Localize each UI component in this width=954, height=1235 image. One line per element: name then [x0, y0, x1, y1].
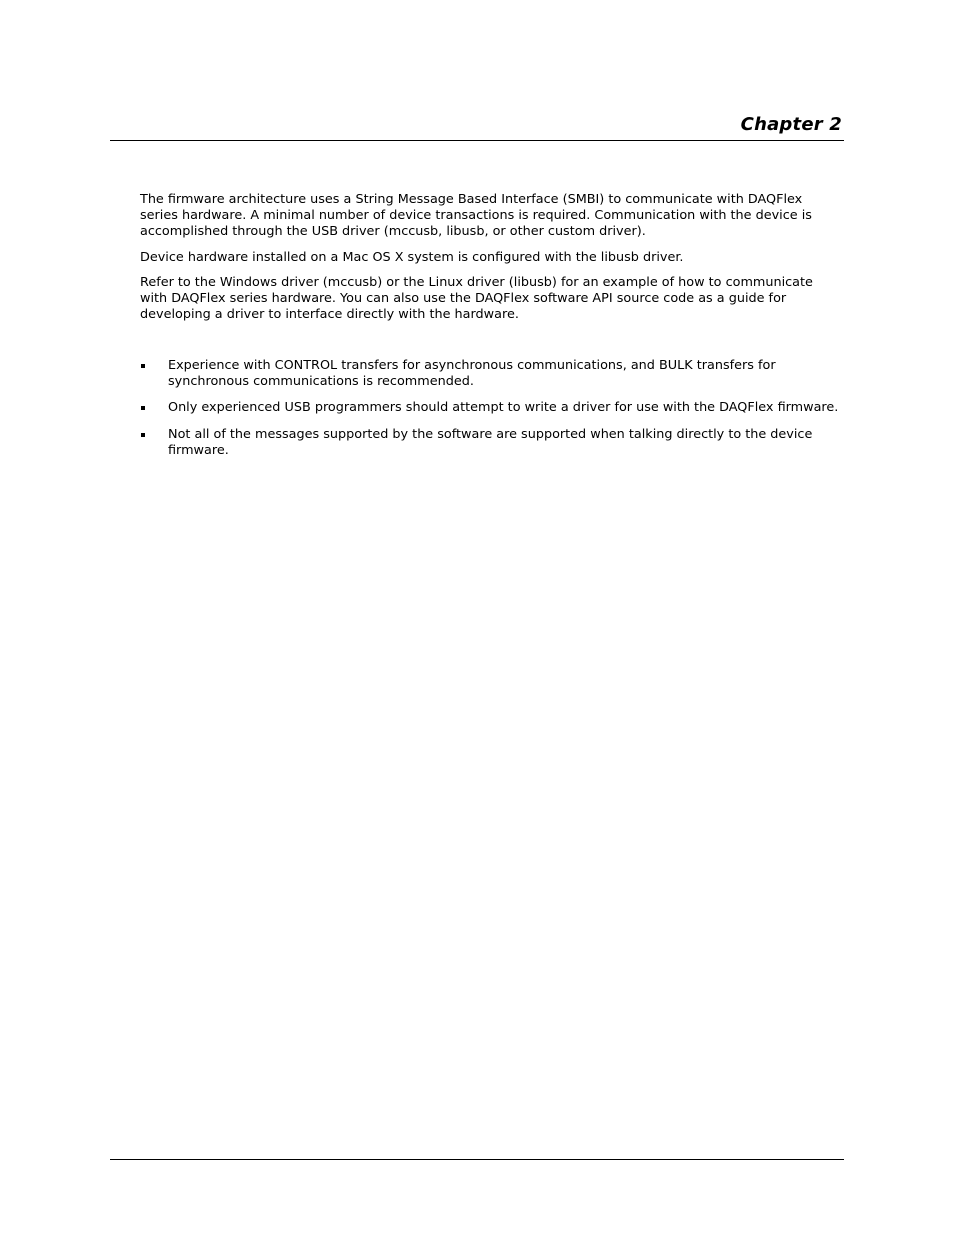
footer-divider [110, 1159, 844, 1160]
list-item-text: Experience with CONTROL transfers for asynchronous communications, and BULK transfers for synchronous communications is recommended. [168, 358, 776, 390]
list-item [140, 427, 842, 459]
square-bullet-icon [141, 406, 145, 410]
list-item-text: Only experienced USB programmers should attempt to write a driver for use with the DAQFlex firmware. [168, 400, 839, 416]
list-item [140, 400, 842, 416]
square-bullet-icon [141, 433, 145, 437]
square-bullet-icon [141, 364, 145, 368]
paragraph: Refer to the Windows driver (mccusb) or the Linux driver (libusb) for an example of how to communicate with DAQFlex series hardware. You can also use the DAQFlex software API source code as a guide for developing a driver to interface directly with the hardware. [140, 274, 813, 323]
list-item-text: Not all of the messages supported by the software are supported when talking directly to the device firmware. [168, 426, 813, 458]
paragraph: The firmware architecture uses a String Message Based Interface (SMBI) to communicate with DAQFlex series hardware. A minimal number of device transactions is required. Communication with the device is accomplished through the USB driver (mccusb, libusb, or other custom driver). [140, 192, 812, 240]
chapter-title: Chapter 2 [740, 114, 842, 135]
body-text [140, 192, 842, 332]
paragraph: Device hardware installed on a Mac OS X system is configured with the libusb driver. [140, 249, 684, 265]
list-item [140, 358, 842, 390]
bullet-list [140, 358, 842, 469]
page-header [110, 112, 844, 141]
